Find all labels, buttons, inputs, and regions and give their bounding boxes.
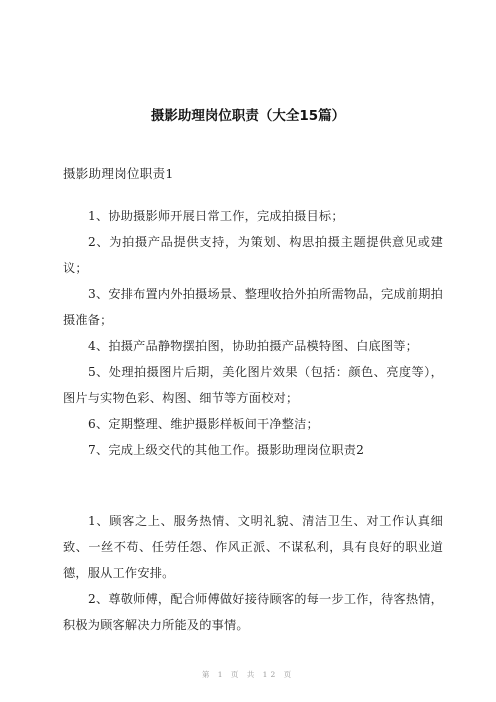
duty-item-2: 2、尊敬师傅，配合师傅做好接待顾客的每一步工作，待客热情，积极为顾客解决力所能及的事情。 bbox=[63, 592, 443, 632]
duty-item-7: 7、完成上级交代的其他工作。摄影助理岗位职责2 bbox=[88, 443, 365, 457]
duty-item-5: 5、处理拍摄图片后期，美化图片效果（包括：颜色、亮度等），图片与实物色彩、构图、细节等方面校对； bbox=[63, 365, 443, 405]
duty-item-1: 1、顾客之上、服务热情、文明礼貌、清洁卫生、对工作认真细致、一丝不苟、任劳任怨、作风正派、不谋私利，具有良好的职业道德，服从工作安排。 bbox=[63, 514, 443, 580]
section-2-body bbox=[63, 508, 443, 638]
page-footer: 第 1 页 共 12 页 bbox=[201, 670, 295, 679]
duty-item-2: 2、为拍摄产品提供支持，为策划、构思拍摄主题提供意见或建议； bbox=[63, 235, 443, 275]
duty-item-3: 3、安排布置内外拍摄场景、整理收拾外拍所需物品，完成前期拍摄准备； bbox=[63, 287, 443, 327]
document-title: 摄影助理岗位职责（大全15篇） bbox=[150, 108, 346, 124]
section-1-body bbox=[63, 203, 443, 463]
duty-item-4: 4、拍摄产品静物摆拍图，协助拍摄产品模特图、白底图等； bbox=[88, 339, 419, 353]
duty-item-6: 6、定期整理、维护摄影样板间干净整洁； bbox=[88, 417, 319, 431]
duty-item-1: 1、协助摄影师开展日常工作，完成拍摄目标； bbox=[88, 209, 344, 223]
section-heading: 摄影助理岗位职责1 bbox=[63, 166, 174, 181]
